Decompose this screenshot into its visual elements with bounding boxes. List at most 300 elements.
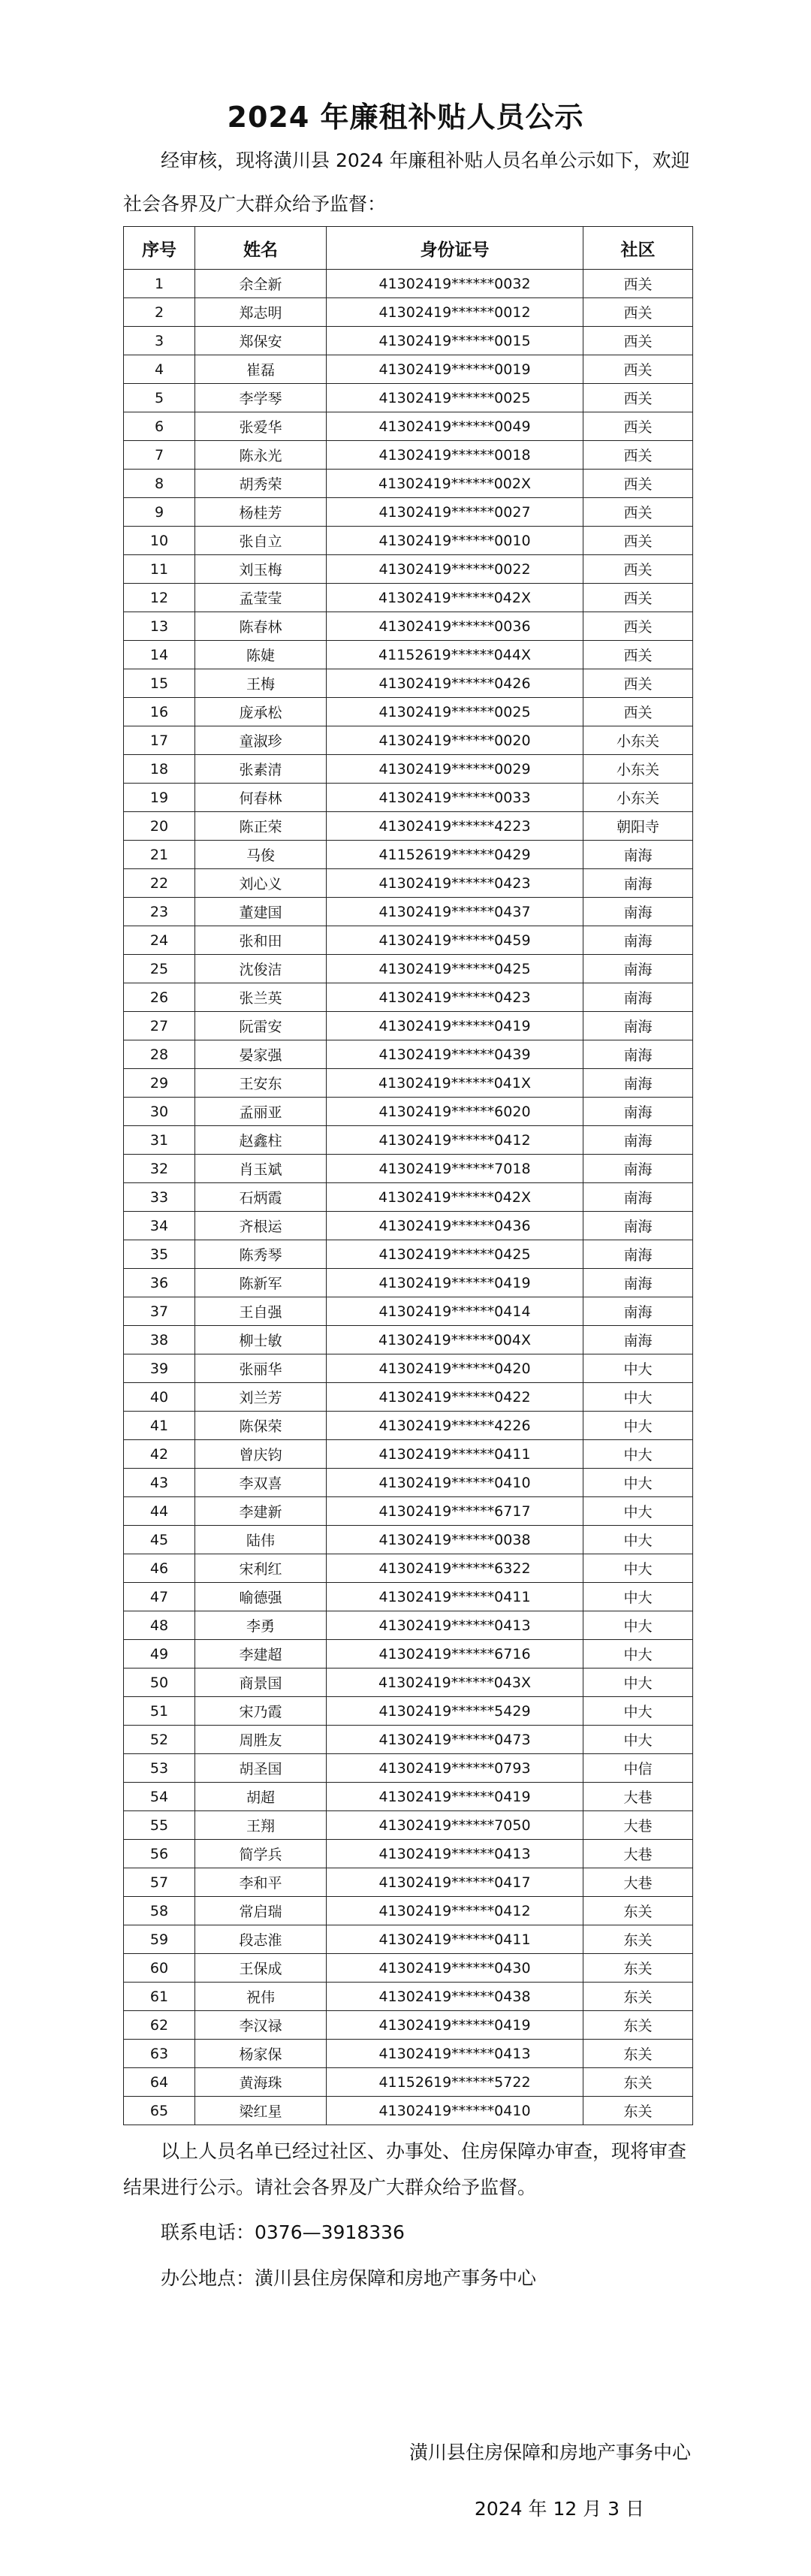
table-row [124, 412, 693, 441]
cell-id-number: 41302419******0430 [327, 1954, 583, 1983]
cell-id-number: 41302419******0437 [327, 898, 583, 926]
table-row [124, 1383, 693, 1412]
cell-name: 王梅 [195, 669, 327, 698]
cell-name: 杨家保 [195, 2040, 327, 2068]
table-row [124, 1611, 693, 1640]
cell-name: 商景国 [195, 1669, 327, 1697]
cell-name: 陈永光 [195, 441, 327, 470]
table-row [124, 2011, 693, 2040]
cell-community: 小东关 [583, 784, 693, 812]
cell-name: 陈正荣 [195, 812, 327, 841]
cell-name: 常启瑞 [195, 1897, 327, 1925]
table-row [124, 1469, 693, 1497]
cell-id-number: 41302419******0419 [327, 1012, 583, 1040]
cell-id-number: 41302419******0411 [327, 1925, 583, 1954]
table-row [124, 441, 693, 470]
table-row [124, 698, 693, 726]
cell-name: 胡超 [195, 1783, 327, 1811]
cell-id-number: 41302419******7018 [327, 1155, 583, 1183]
table-row [124, 1897, 693, 1925]
table-row [124, 755, 693, 784]
cell-community: 西关 [583, 698, 693, 726]
cell-name: 董建国 [195, 898, 327, 926]
cell-name: 张自立 [195, 527, 327, 555]
cell-index: 9 [124, 498, 195, 527]
cell-id-number: 41302419******0025 [327, 698, 583, 726]
table-row [124, 527, 693, 555]
cell-index: 5 [124, 384, 195, 412]
cell-index: 23 [124, 898, 195, 926]
table-row [124, 1297, 693, 1326]
table-row [124, 1783, 693, 1811]
cell-id-number: 41302419******6716 [327, 1640, 583, 1669]
cell-index: 40 [124, 1383, 195, 1412]
table-row [124, 384, 693, 412]
table-row [124, 1526, 693, 1554]
cell-index: 61 [124, 1983, 195, 2011]
cell-name: 刘玉梅 [195, 555, 327, 584]
cell-community: 东关 [583, 2068, 693, 2097]
cell-community: 西关 [583, 470, 693, 498]
cell-community: 中大 [583, 1469, 693, 1497]
cell-name: 黄海珠 [195, 2068, 327, 2097]
table-row [124, 1811, 693, 1840]
cell-name: 曾庆钧 [195, 1440, 327, 1469]
page-title: 2024 年廉租补贴人员公示 [227, 101, 584, 134]
table-row [124, 1868, 693, 1897]
cell-index: 52 [124, 1726, 195, 1754]
cell-community: 南海 [583, 1183, 693, 1212]
cell-id-number: 41302419******0413 [327, 1840, 583, 1868]
cell-name: 孟丽亚 [195, 1098, 327, 1126]
table-row [124, 1126, 693, 1155]
cell-id-number: 41152619******044X [327, 641, 583, 669]
cell-id-number: 41302419******0473 [327, 1726, 583, 1754]
cell-name: 晏家强 [195, 1040, 327, 1069]
cell-index: 6 [124, 412, 195, 441]
cell-index: 64 [124, 2068, 195, 2097]
table-row [124, 1269, 693, 1297]
cell-community: 西关 [583, 612, 693, 641]
cell-name: 张和田 [195, 926, 327, 955]
cell-name: 陈秀琴 [195, 1240, 327, 1269]
cell-community: 南海 [583, 926, 693, 955]
cell-community: 大巷 [583, 1783, 693, 1811]
cell-id-number: 41302419******0410 [327, 1469, 583, 1497]
cell-index: 36 [124, 1269, 195, 1297]
cell-community: 南海 [583, 869, 693, 898]
cell-name: 周胜友 [195, 1726, 327, 1754]
cell-index: 34 [124, 1212, 195, 1240]
cell-community: 西关 [583, 498, 693, 527]
cell-community: 南海 [583, 1326, 693, 1354]
table-row [124, 612, 693, 641]
cell-community: 西关 [583, 527, 693, 555]
table-row [124, 1440, 693, 1469]
table-row [124, 1497, 693, 1526]
cell-index: 30 [124, 1098, 195, 1126]
cell-community: 小东关 [583, 726, 693, 755]
cell-id-number: 41302419******0419 [327, 1783, 583, 1811]
cell-name: 郑志明 [195, 298, 327, 327]
cell-id-number: 41302419******0420 [327, 1354, 583, 1383]
cell-index: 50 [124, 1669, 195, 1697]
table-row [124, 1840, 693, 1868]
cell-index: 32 [124, 1155, 195, 1183]
cell-id-number: 41302419******0012 [327, 298, 583, 327]
cell-index: 19 [124, 784, 195, 812]
cell-id-number: 41302419******0038 [327, 1526, 583, 1554]
cell-index: 12 [124, 584, 195, 612]
table-row [124, 1669, 693, 1697]
table-row [124, 1583, 693, 1611]
table-row [124, 1412, 693, 1440]
cell-index: 62 [124, 2011, 195, 2040]
cell-id-number: 41302419******0793 [327, 1754, 583, 1783]
cell-community: 西关 [583, 298, 693, 327]
cell-community: 西关 [583, 412, 693, 441]
table-row [124, 926, 693, 955]
table-row [124, 1012, 693, 1040]
cell-index: 46 [124, 1554, 195, 1583]
table-row [124, 784, 693, 812]
cell-id-number: 41152619******5722 [327, 2068, 583, 2097]
cell-index: 39 [124, 1354, 195, 1383]
cell-id-number: 41302419******002X [327, 470, 583, 498]
cell-id-number: 41302419******0414 [327, 1297, 583, 1326]
cell-id-number: 41302419******0425 [327, 955, 583, 983]
cell-index: 54 [124, 1783, 195, 1811]
cell-id-number: 41302419******041X [327, 1069, 583, 1098]
cell-community: 东关 [583, 2097, 693, 2125]
cell-index: 45 [124, 1526, 195, 1554]
cell-name: 张丽华 [195, 1354, 327, 1383]
cell-id-number: 41302419******0025 [327, 384, 583, 412]
cell-community: 中大 [583, 1354, 693, 1383]
table-row [124, 1640, 693, 1669]
cell-name: 王自强 [195, 1297, 327, 1326]
cell-id-number: 41302419******0436 [327, 1212, 583, 1240]
cell-community: 西关 [583, 669, 693, 698]
cell-community: 东关 [583, 1925, 693, 1954]
cell-name: 余全新 [195, 270, 327, 298]
table-row [124, 1554, 693, 1583]
cell-community: 中大 [583, 1526, 693, 1554]
cell-community: 南海 [583, 1126, 693, 1155]
cell-community: 西关 [583, 327, 693, 355]
cell-id-number: 41302419******0029 [327, 755, 583, 784]
cell-index: 28 [124, 1040, 195, 1069]
cell-id-number: 41302419******0032 [327, 270, 583, 298]
cell-community: 中大 [583, 1497, 693, 1526]
table-row [124, 1183, 693, 1212]
cell-community: 南海 [583, 1098, 693, 1126]
table-row [124, 355, 693, 384]
cell-index: 26 [124, 983, 195, 1012]
cell-index: 38 [124, 1326, 195, 1354]
cell-name: 胡圣国 [195, 1754, 327, 1783]
header-community: 社区 [583, 227, 693, 270]
cell-name: 郑保安 [195, 327, 327, 355]
cell-id-number: 41302419******0419 [327, 1269, 583, 1297]
cell-id-number: 41302419******0033 [327, 784, 583, 812]
cell-index: 17 [124, 726, 195, 755]
cell-community: 大巷 [583, 1868, 693, 1897]
table-row [124, 983, 693, 1012]
table-row [124, 1354, 693, 1383]
table-row [124, 841, 693, 869]
cell-community: 大巷 [583, 1811, 693, 1840]
cell-index: 25 [124, 955, 195, 983]
cell-index: 31 [124, 1126, 195, 1155]
cell-index: 13 [124, 612, 195, 641]
cell-index: 22 [124, 869, 195, 898]
table-row [124, 955, 693, 983]
cell-community: 中大 [583, 1583, 693, 1611]
cell-index: 44 [124, 1497, 195, 1526]
cell-index: 27 [124, 1012, 195, 1040]
cell-name: 段志淮 [195, 1925, 327, 1954]
cell-name: 阮雷安 [195, 1012, 327, 1040]
subsidy-list-table [123, 226, 693, 2125]
cell-index: 7 [124, 441, 195, 470]
table-row [124, 1983, 693, 2011]
cell-community: 东关 [583, 1897, 693, 1925]
cell-community: 东关 [583, 1954, 693, 1983]
cell-community: 中大 [583, 1726, 693, 1754]
signature-date: 2024 年 12 月 3 日 [474, 2498, 644, 2520]
signature-org: 潢川县住房保障和房地产事务中心 [409, 2442, 691, 2463]
cell-community: 南海 [583, 1297, 693, 1326]
table-row [124, 1697, 693, 1726]
header-name: 姓名 [195, 227, 327, 270]
table-row [124, 270, 693, 298]
cell-index: 60 [124, 1954, 195, 1983]
cell-community: 南海 [583, 955, 693, 983]
cell-id-number: 41302419******0439 [327, 1040, 583, 1069]
cell-community: 东关 [583, 2011, 693, 2040]
cell-index: 47 [124, 1583, 195, 1611]
cell-index: 35 [124, 1240, 195, 1269]
cell-index: 4 [124, 355, 195, 384]
cell-index: 49 [124, 1640, 195, 1669]
table-row [124, 1155, 693, 1183]
cell-community: 中大 [583, 1697, 693, 1726]
cell-name: 梁红星 [195, 2097, 327, 2125]
cell-name: 李双喜 [195, 1469, 327, 1497]
cell-name: 李和平 [195, 1868, 327, 1897]
cell-index: 53 [124, 1754, 195, 1783]
cell-id-number: 41302419******042X [327, 584, 583, 612]
cell-id-number: 41302419******042X [327, 1183, 583, 1212]
cell-index: 20 [124, 812, 195, 841]
cell-name: 王安东 [195, 1069, 327, 1098]
cell-name: 陈新军 [195, 1269, 327, 1297]
table-row [124, 812, 693, 841]
cell-community: 南海 [583, 1240, 693, 1269]
cell-id-number: 41302419******0422 [327, 1383, 583, 1412]
table-row [124, 327, 693, 355]
cell-name: 祝伟 [195, 1983, 327, 2011]
cell-community: 南海 [583, 1155, 693, 1183]
cell-community: 小东关 [583, 755, 693, 784]
header-id-number: 身份证号 [327, 227, 583, 270]
table-row [124, 1040, 693, 1069]
cell-id-number: 41302419******4223 [327, 812, 583, 841]
cell-id-number: 41302419******0438 [327, 1983, 583, 2011]
cell-id-number: 41302419******0015 [327, 327, 583, 355]
cell-index: 41 [124, 1412, 195, 1440]
cell-name: 王翔 [195, 1811, 327, 1840]
table-row [124, 1726, 693, 1754]
cell-community: 南海 [583, 1040, 693, 1069]
header-index: 序号 [124, 227, 195, 270]
cell-index: 16 [124, 698, 195, 726]
cell-name: 陈保荣 [195, 1412, 327, 1440]
cell-name: 刘兰芳 [195, 1383, 327, 1412]
cell-index: 21 [124, 841, 195, 869]
cell-id-number: 41302419******0413 [327, 2040, 583, 2068]
cell-index: 48 [124, 1611, 195, 1640]
table-row [124, 641, 693, 669]
table-row [124, 298, 693, 327]
cell-id-number: 41302419******0036 [327, 612, 583, 641]
cell-name: 马俊 [195, 841, 327, 869]
table-row [124, 2040, 693, 2068]
cell-id-number: 41302419******0020 [327, 726, 583, 755]
cell-index: 51 [124, 1697, 195, 1726]
cell-community: 西关 [583, 641, 693, 669]
cell-index: 15 [124, 669, 195, 698]
cell-index: 59 [124, 1925, 195, 1954]
table-row [124, 584, 693, 612]
contact-phone: 联系电话：0376—3918336 [161, 2221, 405, 2243]
cell-index: 57 [124, 1868, 195, 1897]
cell-name: 杨桂芳 [195, 498, 327, 527]
cell-name: 李汉禄 [195, 2011, 327, 2040]
cell-name: 何春林 [195, 784, 327, 812]
cell-index: 11 [124, 555, 195, 584]
table-row [124, 498, 693, 527]
cell-community: 中大 [583, 1383, 693, 1412]
cell-community: 西关 [583, 355, 693, 384]
cell-name: 崔磊 [195, 355, 327, 384]
table-row [124, 555, 693, 584]
cell-id-number: 41302419******0019 [327, 355, 583, 384]
cell-community: 南海 [583, 898, 693, 926]
cell-index: 18 [124, 755, 195, 784]
cell-name: 王保成 [195, 1954, 327, 1983]
cell-community: 南海 [583, 1012, 693, 1040]
cell-name: 胡秀荣 [195, 470, 327, 498]
cell-id-number: 41302419******043X [327, 1669, 583, 1697]
cell-name: 柳士敏 [195, 1326, 327, 1354]
cell-id-number: 41302419******6717 [327, 1497, 583, 1526]
cell-index: 33 [124, 1183, 195, 1212]
cell-index: 65 [124, 2097, 195, 2125]
cell-community: 东关 [583, 2040, 693, 2068]
table-row [124, 1954, 693, 1983]
cell-id-number: 41302419******0411 [327, 1583, 583, 1611]
cell-id-number: 41302419******0425 [327, 1240, 583, 1269]
cell-community: 中信 [583, 1754, 693, 1783]
cell-index: 55 [124, 1811, 195, 1840]
table-row [124, 726, 693, 755]
cell-name: 宋利红 [195, 1554, 327, 1583]
cell-id-number: 41302419******0018 [327, 441, 583, 470]
cell-id-number: 41302419******0049 [327, 412, 583, 441]
cell-name: 张兰英 [195, 983, 327, 1012]
cell-name: 童淑珍 [195, 726, 327, 755]
table-row [124, 1754, 693, 1783]
cell-name: 李建新 [195, 1497, 327, 1526]
table-row [124, 869, 693, 898]
cell-name: 喻德强 [195, 1583, 327, 1611]
cell-name: 陈婕 [195, 641, 327, 669]
cell-index: 37 [124, 1297, 195, 1326]
cell-community: 西关 [583, 555, 693, 584]
cell-community: 南海 [583, 1269, 693, 1297]
cell-name: 刘心义 [195, 869, 327, 898]
cell-id-number: 41302419******0417 [327, 1868, 583, 1897]
table-row [124, 669, 693, 698]
cell-id-number: 41302419******0423 [327, 983, 583, 1012]
cell-community: 南海 [583, 841, 693, 869]
cell-id-number: 41302419******0412 [327, 1126, 583, 1155]
cell-community: 南海 [583, 983, 693, 1012]
cell-id-number: 41302419******0459 [327, 926, 583, 955]
cell-id-number: 41302419******0027 [327, 498, 583, 527]
cell-name: 齐根运 [195, 1212, 327, 1240]
cell-community: 朝阳寺 [583, 812, 693, 841]
table-row [124, 2097, 693, 2125]
table-row [124, 1098, 693, 1126]
cell-name: 赵鑫柱 [195, 1126, 327, 1155]
cell-community: 中大 [583, 1611, 693, 1640]
cell-id-number: 41302419******004X [327, 1326, 583, 1354]
cell-id-number: 41302419******7050 [327, 1811, 583, 1840]
cell-community: 中大 [583, 1669, 693, 1697]
cell-id-number: 41152619******0429 [327, 841, 583, 869]
table-row [124, 1212, 693, 1240]
cell-name: 张爱华 [195, 412, 327, 441]
cell-name: 李建超 [195, 1640, 327, 1669]
cell-community: 中大 [583, 1640, 693, 1669]
table-row [124, 898, 693, 926]
cell-name: 李学琴 [195, 384, 327, 412]
cell-community: 西关 [583, 384, 693, 412]
cell-index: 14 [124, 641, 195, 669]
cell-index: 24 [124, 926, 195, 955]
cell-index: 1 [124, 270, 195, 298]
cell-index: 42 [124, 1440, 195, 1469]
cell-id-number: 41302419******0022 [327, 555, 583, 584]
cell-id-number: 41302419******0411 [327, 1440, 583, 1469]
cell-id-number: 41302419******0426 [327, 669, 583, 698]
cell-id-number: 41302419******0413 [327, 1611, 583, 1640]
table-row [124, 1240, 693, 1269]
cell-id-number: 41302419******0010 [327, 527, 583, 555]
cell-community: 中大 [583, 1554, 693, 1583]
cell-id-number: 41302419******0423 [327, 869, 583, 898]
cell-name: 庞承松 [195, 698, 327, 726]
cell-index: 29 [124, 1069, 195, 1098]
cell-index: 8 [124, 470, 195, 498]
cell-id-number: 41302419******6322 [327, 1554, 583, 1583]
cell-id-number: 41302419******4226 [327, 1412, 583, 1440]
cell-community: 西关 [583, 270, 693, 298]
cell-index: 43 [124, 1469, 195, 1497]
